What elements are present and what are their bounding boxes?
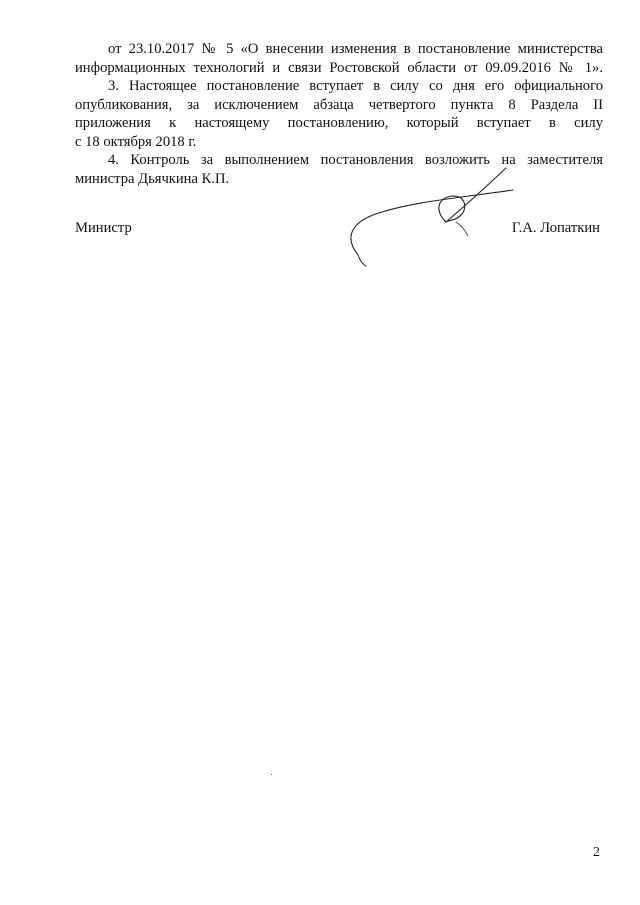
paragraph-2-line-2: информационных технологий и связи Ростовской области от 09.09.2016 № 1». — [75, 59, 603, 76]
paragraph-3-line-3: приложения к настоящему постановлению, который вступает в силу — [75, 115, 603, 131]
paragraph-3 — [75, 77, 603, 151]
paragraph-2-line-1: от 23.10.2017 № 5 «О внесении изменения в постановление министерства — [108, 41, 603, 57]
paragraph-3-line-2: опубликования, за исключением абзаца четвертого пункта 8 Раздела II — [75, 96, 603, 113]
signatory-name: Г.А. Лопаткин — [511, 220, 600, 236]
paragraph-3-line-1: 3. Настоящее постановление вступает в силу со дня его официального — [108, 78, 603, 94]
signatory-title: Министр — [75, 220, 132, 236]
paragraph-4-line-1: 4. Контроль за выполнением постановления возложить на заместителя — [108, 152, 603, 168]
paragraph-4-line-2: министра Дьячкина К.П. — [75, 170, 230, 187]
signature-row — [75, 220, 603, 260]
paragraph-2-continuation — [75, 40, 603, 77]
page-number: 2 — [593, 845, 600, 860]
scan-speck — [271, 774, 272, 775]
paragraph-3-line-4: с 18 октября 2018 г. — [75, 133, 197, 150]
